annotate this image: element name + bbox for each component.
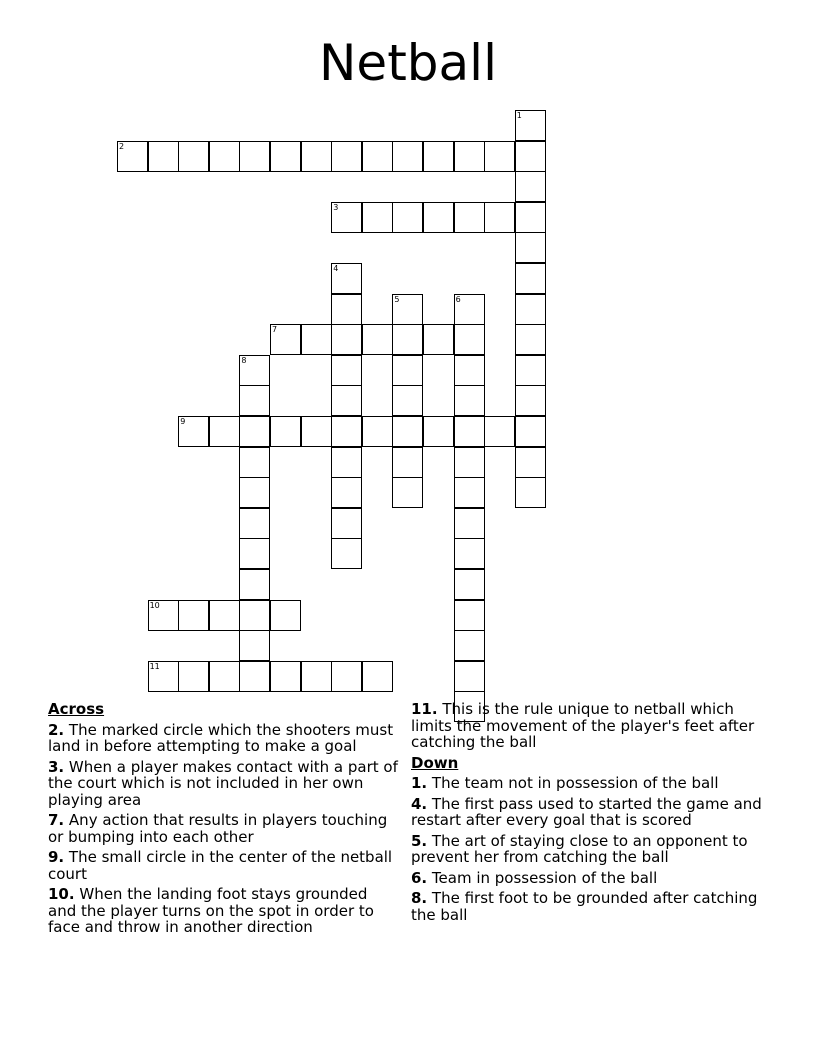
crossword-cell[interactable] — [209, 416, 240, 447]
crossword-cell[interactable] — [331, 508, 362, 539]
crossword-cell[interactable] — [454, 477, 485, 508]
clue-number: 4. — [411, 794, 428, 813]
crossword-cell[interactable] — [331, 294, 362, 325]
crossword-cell[interactable] — [392, 355, 423, 386]
across-heading: Across — [48, 700, 105, 718]
clue-down-6 — [411, 870, 763, 887]
down-heading: Down — [411, 753, 459, 772]
crossword-cell[interactable] — [331, 416, 362, 447]
crossword-cell[interactable] — [270, 141, 301, 172]
crossword-cell[interactable] — [362, 202, 393, 233]
cell-number: 9 — [180, 417, 186, 426]
clue-number: 1. — [411, 774, 428, 792]
crossword-cell[interactable] — [148, 141, 179, 172]
clues-column-right — [411, 701, 763, 927]
clue-down-4 — [411, 796, 763, 829]
crossword-cell[interactable] — [484, 141, 515, 172]
crossword-cell[interactable] — [301, 661, 332, 692]
page-title: Netball — [319, 34, 497, 92]
clue-text: When the landing foot stays grounded and the player turns on the spot in order to face and throw in another direction — [48, 885, 374, 936]
crossword-cell[interactable] — [454, 447, 485, 478]
crossword-cell[interactable] — [331, 661, 362, 692]
crossword-cell[interactable] — [239, 630, 270, 661]
clue-text: The small circle in the center of the netball court — [48, 848, 393, 883]
clue-text: The art of staying close to an opponent to prevent her from catching the ball — [411, 831, 748, 866]
crossword-cell[interactable] — [515, 110, 546, 141]
crossword-cell[interactable] — [301, 416, 332, 447]
crossword-cell[interactable] — [209, 600, 240, 631]
clue-text: Any action that results in players touching or bumping into each other — [48, 811, 388, 846]
crossword-cell[interactable] — [515, 324, 546, 355]
crossword-cell[interactable] — [392, 294, 423, 325]
crossword-cell[interactable] — [454, 508, 485, 539]
clue-down-8 — [411, 890, 763, 923]
clue-number: 5. — [411, 831, 428, 850]
crossword-cell[interactable] — [331, 385, 362, 416]
crossword-cell[interactable] — [454, 569, 485, 600]
crossword-cell[interactable] — [239, 355, 270, 386]
crossword-cell[interactable] — [331, 263, 362, 294]
crossword-cell[interactable] — [392, 324, 423, 355]
crossword-cell[interactable] — [454, 324, 485, 355]
crossword-cell[interactable] — [148, 600, 179, 631]
clue-number: 3. — [48, 757, 65, 776]
crossword-cell[interactable] — [454, 538, 485, 569]
crossword-cell[interactable] — [178, 600, 209, 631]
clue-text: The marked circle which the shooters must land in before attempting to make a goal — [48, 720, 394, 755]
crossword-cell[interactable] — [148, 661, 179, 692]
crossword-cell[interactable] — [301, 141, 332, 172]
clue-number: 8. — [411, 889, 428, 907]
crossword-cell[interactable] — [423, 416, 454, 447]
crossword-cell[interactable] — [239, 661, 270, 692]
crossword-cell[interactable] — [178, 661, 209, 692]
crossword-cell[interactable] — [239, 477, 270, 508]
crossword-cell[interactable] — [239, 447, 270, 478]
crossword-cell[interactable] — [362, 141, 393, 172]
clue-text: The first foot to be grounded after catching the ball — [411, 889, 758, 924]
crossword-cell[interactable] — [362, 416, 393, 447]
crossword-cell[interactable] — [423, 324, 454, 355]
crossword-cell[interactable] — [178, 141, 209, 172]
clue-across-2 — [48, 722, 400, 755]
clue-number: 9. — [48, 848, 65, 866]
crossword-cell[interactable] — [270, 661, 301, 692]
cell-number: 8 — [241, 355, 247, 365]
crossword-cell[interactable] — [454, 600, 485, 631]
cell-number: 1 — [516, 111, 522, 120]
cell-number: 7 — [272, 325, 278, 335]
crossword-cell[interactable] — [454, 355, 485, 386]
clue-down-5 — [411, 833, 763, 866]
crossword-cell[interactable] — [423, 202, 454, 233]
clue-across-11 — [411, 701, 763, 751]
crossword-cell[interactable] — [270, 600, 301, 631]
clue-number: 2. — [48, 720, 65, 739]
cell-number: 11 — [149, 661, 160, 671]
crossword-cell[interactable] — [117, 141, 148, 172]
clue-text: When a player makes contact with a part of the court which is not included in her own playing area — [48, 757, 398, 809]
crossword-cell[interactable] — [392, 477, 423, 508]
crossword-cell[interactable] — [331, 538, 362, 569]
crossword-cell[interactable] — [239, 600, 270, 631]
cell-number: 3 — [333, 202, 339, 212]
crossword-cell[interactable] — [515, 355, 546, 386]
clue-text: Team in possession of the ball — [431, 868, 658, 887]
crossword-cell[interactable] — [515, 416, 546, 447]
crossword-cell[interactable] — [270, 416, 301, 447]
crossword-cell[interactable] — [454, 202, 485, 233]
crossword-cell[interactable] — [239, 385, 270, 416]
crossword-cell[interactable] — [239, 569, 270, 600]
crossword-cell[interactable] — [362, 324, 393, 355]
crossword-cell[interactable] — [239, 141, 270, 172]
clue-number: 7. — [48, 811, 65, 829]
crossword-cell[interactable] — [178, 416, 209, 447]
crossword-cell[interactable] — [331, 477, 362, 508]
clue-text: This is the rule unique to netball which limits the movement of the player's feet after catching the ball — [411, 700, 755, 751]
crossword-cell[interactable] — [515, 447, 546, 478]
crossword-cell[interactable] — [454, 141, 485, 172]
crossword-cell[interactable] — [515, 263, 546, 294]
crossword-cell[interactable] — [454, 661, 485, 692]
crossword-cell[interactable] — [270, 324, 301, 355]
crossword-cell[interactable] — [515, 202, 546, 233]
clue-across-10 — [48, 886, 400, 936]
crossword-cell[interactable] — [454, 630, 485, 661]
crossword-cell[interactable] — [515, 385, 546, 416]
crossword-cell[interactable] — [392, 202, 423, 233]
crossword-cell[interactable] — [239, 538, 270, 569]
clue-across-7 — [48, 812, 400, 845]
crossword-cell[interactable] — [515, 294, 546, 325]
crossword-cell[interactable] — [515, 171, 546, 202]
crossword-cell[interactable] — [392, 447, 423, 478]
crossword-cell[interactable] — [331, 355, 362, 386]
crossword-cell[interactable] — [515, 141, 546, 172]
crossword-cell[interactable] — [209, 141, 240, 172]
crossword-cell[interactable] — [423, 141, 454, 172]
crossword-cell[interactable] — [331, 324, 362, 355]
cell-number: 5 — [394, 294, 400, 304]
crossword-cell[interactable] — [454, 385, 485, 416]
clue-number: 11. — [411, 700, 438, 718]
crossword-cell[interactable] — [209, 661, 240, 692]
crossword-cell[interactable] — [331, 202, 362, 233]
crossword-cell[interactable] — [239, 508, 270, 539]
cell-number: 10 — [149, 600, 160, 610]
crossword-cell[interactable] — [301, 324, 332, 355]
crossword-cell[interactable] — [239, 416, 270, 447]
crossword-cell[interactable] — [392, 416, 423, 447]
crossword-cell[interactable] — [362, 661, 393, 692]
cell-number: 6 — [455, 294, 461, 304]
cell-number: 2 — [119, 141, 125, 151]
crossword-cell[interactable] — [331, 141, 362, 172]
cell-number: 4 — [333, 264, 339, 273]
crossword-cell[interactable] — [515, 477, 546, 508]
crossword-cell[interactable] — [515, 232, 546, 263]
clue-across-9 — [48, 849, 400, 882]
clue-across-3 — [48, 759, 400, 809]
clues-column-left — [48, 701, 400, 940]
crossword-cell[interactable] — [392, 141, 423, 172]
crossword-cell[interactable] — [484, 202, 515, 233]
crossword-cell[interactable] — [484, 416, 515, 447]
crossword-cell[interactable] — [392, 385, 423, 416]
crossword-cell[interactable] — [331, 447, 362, 478]
crossword-cell[interactable] — [454, 294, 485, 325]
clue-down-1 — [411, 775, 763, 792]
clue-text: The first pass used to started the game and restart after every goal that is scored — [411, 794, 762, 829]
crossword-cell[interactable] — [454, 416, 485, 447]
clue-text: The team not in possession of the ball — [431, 774, 719, 792]
clue-number: 10. — [48, 885, 75, 903]
clue-number: 6. — [411, 868, 428, 887]
